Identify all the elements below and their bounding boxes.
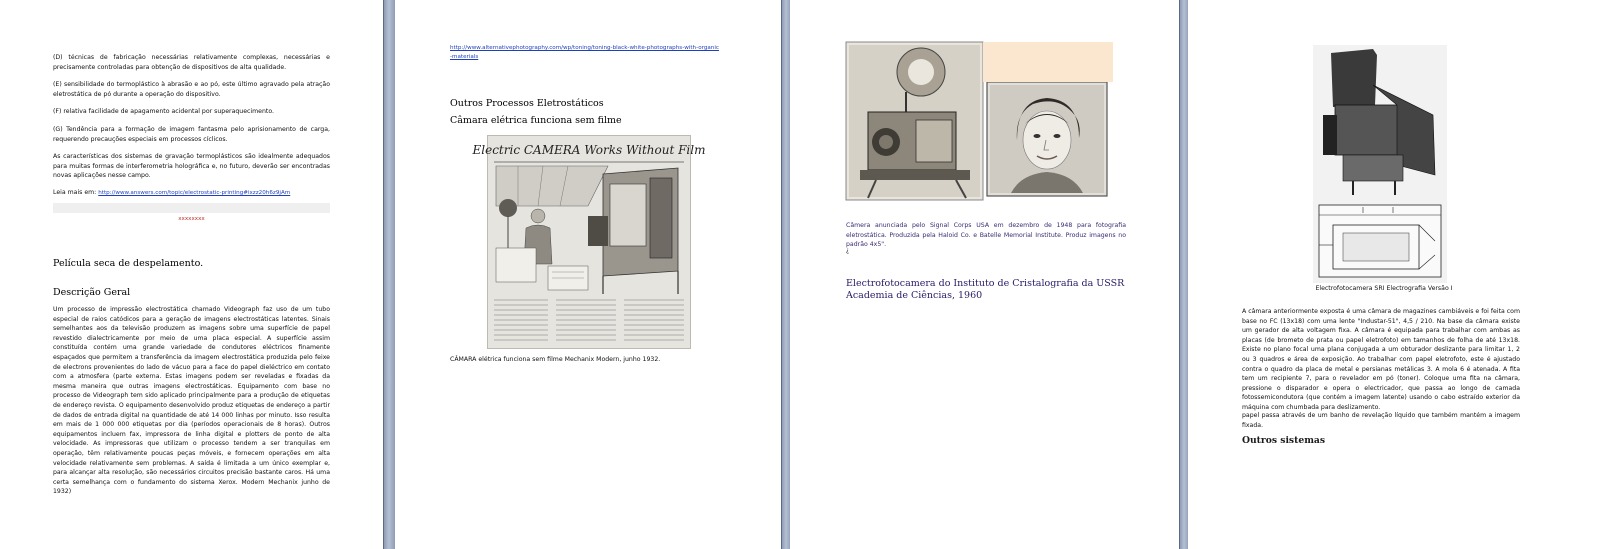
magazine-scan-image [472,135,706,349]
read-more-prefix: Leia mais em: [53,188,97,196]
red-mark-text: xxxxxxxx [178,215,205,222]
camera-photo-graphic [846,42,983,200]
body-paragraph-continued: papel passa através de um banho de revelação líquido que também mantém a imagem fixada. [1242,412,1520,429]
heading-pelicula: Película seca de despelamento. [53,258,204,269]
heading-descricao-geral: Descrição Geral [53,287,131,298]
body-paragraph: A câmara anteriormente exposta é uma câmara de magazines cambiáveis e foi feita com base no FC (13x18) com uma lente "Industar-51", 4,5 / 210. Na base da câmara existe um gerador de alta voltagem fixa. A câmara é equipada para trabalhar com ambas as placas (de brometo de prata ou papel eletrofoto) em tamanhos de folha de até 13x18. Existe no plano focal uma plana conjugada a um obturador deslizante para limitar 1, 2 ou 3 quadros e área de exposição. Ao trabalhar com papel eletrofoto, este é ajustado contra o quadro da placa de metal e persianas metálicas 3. A mola 6 é atenada. A fita tem um recipiente 7, para o revelador em pó (toner). Coloque uma fita na câmara, pressione o disparador e opera o electricador, que passa ao longo de camada fotossemicondutora (que contém a imagem latente) usando o cabo estraído exterior da máquina com chumbada para deslizamento. [1242,308,1520,411]
body-paragraph: Um processo de impressão electrostática chamado Videograph faz uso de um tubo especial de raios catódicos para a geração de imagens electrostáticas latentes. Sinais semelhantes aos da televisão produzem as imagens sobre uma superfície de papel revestido dialectricamente por meio de uma placa especial. A superfície assim constituída contém uma grande variedade de condutores eléctricos finamente espaçados que permitem a transferência da imagem electrostática produzida pelo feixe de electrons provenientes do lado de vácuo para a face do papel dieléctrico em contato com a atmosfera (parte externa. Estas imagens podem ser reveladas e fixadas da mesma maneira que outras imagens electrostáticas. Equipamento com base no processo de Videograph tem sido aplicado principalmente para a produção de etiquetas de endereço revista. O equipamento desenvolvido produz etiquetas de endereço a partir de dados de entrada digital na quantidade de até 14 000 linhas por minuto. Isso resulta em mais de 1 000 000 etiquetas por dia (períodos operacionais de 8 horas). Outros equipamentos incluem fax, impressora de linha digital e plotters de ponto de alta velocidade. As impressoras que utilizam o processo tendem a ser tranquilas em operação, têm relativamente poucas peças móveis, e fornecem operações em alta velocidade relativamente sem problemas. A saída é limitada a um único exemplar e, para alcançar alta resolução, são necessários circuitos precisão bastante caros. Há uma certa semelhança com o fundamento do sistema Xerox. Modern Mechanix junho de 1932) [53,306,330,496]
read-more-link[interactable]: http://www.answers.com/topic/electrostatic-printing#ixzz20h6z9jAm [98,189,291,196]
portrait-photo-graphic [987,82,1107,196]
document-page-3 [790,0,1179,549]
electrofotocamera-drawing [1313,45,1447,283]
summary-paragraph: As características dos sistemas de gravação termoplásticos são idealmente adequados para muitas formas de interferometria holográfica e, no futuro, deverão ser encontradas novas aplicações nesse campo. [53,153,330,180]
document-page-2 [395,0,781,549]
camera-photo [846,42,983,200]
list-item: (F) relativa facilidade de apagamento acidental por superaquecimento. [53,108,274,116]
reference-link[interactable]: http://www.alternativephotography.com/wp/toning/toning-black-white-photographs-with-organic-materials [450,45,719,60]
heading-outros-processos: Outros Processos Eletrostáticos [450,98,604,109]
photo-caption-text: Câmera anunciada pelo Signal Corps USA em dezembro de 1948 para fotografia eletrostática. Produzida pela Haloid Co. e Batelle Memorial Institute. Produz imagens no padrão 4x5". [846,222,1126,249]
magazine-scan-graphic [472,136,706,348]
list-item: (E) sensibilidade do termoplástico à abrasão e ao pó, este último agravado pela atração eletrostática de pó durante a operação do dispositivo. [53,81,330,98]
list-item: (D) técnicas de fabricação necessárias relativamente complexas, necessárias e precisamente controladas para obtenção de dispositivos de alta qualidade. [53,54,330,71]
heading-camara-eletrica: Câmara elétrica funciona sem filme [450,115,622,126]
list-item: (G) Tendência para a formação de imagem fantasma pelo aprisionamento de carga, requerendo precauções especiais em processos cíclicos. [53,125,330,143]
drawing-caption: Electrofotocamera SRI Electrografia Versão I [1315,285,1453,292]
heading-outros-sistemas: Outros sistemas [1242,435,1326,446]
portrait-photo [987,82,1107,196]
image-caption: CÂMARA elétrica funciona sem filme Mechanix Modern, junho 1932. [450,356,661,363]
highlighted-row [53,203,330,222]
photo-caption [846,221,1126,250]
magazine-title: Electric CAMERA Works Without Film [472,143,706,157]
heading-electrofotocamera: Electrofotocamera do Instituto de Cristalografia da USSR Academia de Ciências, 1960 [846,278,1125,301]
document-page-4 [1188,0,1608,549]
caption-mark: ¿ [846,247,850,254]
document-page-1 [0,0,383,549]
electrofotocamera-drawing-graphic [1313,45,1447,283]
read-more-line [53,188,330,199]
photo-background-band [983,42,1113,82]
